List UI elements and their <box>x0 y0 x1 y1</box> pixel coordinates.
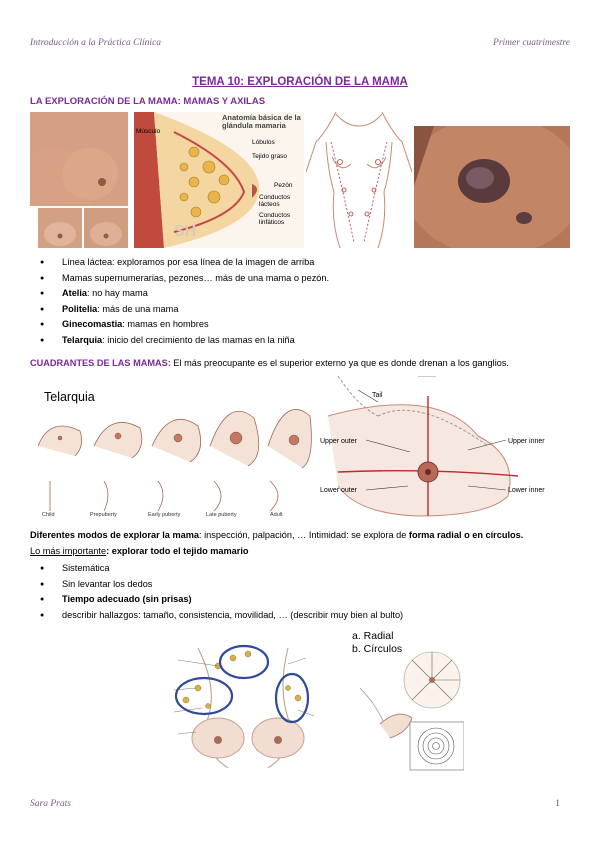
breast-photo-small-1 <box>38 208 82 248</box>
mammary-anatomy-diagram <box>134 112 304 248</box>
label-lower-inner: Lower inner <box>508 487 545 494</box>
quadrants-line: CUADRANTES DE LAS MAMAS: El más preocupante es el superior externo ya que es donde drenan a los ganglios. <box>30 358 509 368</box>
list-item: ● Tiempo adecuado (sin prisas) <box>40 592 403 608</box>
page-number: 1 <box>555 799 560 809</box>
list-item: ● Ginecomastia: mamas en hombres <box>40 317 329 333</box>
radial-circular-exam-figure <box>350 628 464 772</box>
exam-radial-label: a. Radial <box>352 630 394 642</box>
exam-circulos-label: b. Círculos <box>352 643 403 655</box>
list-item: ● Sin levantar los dedos <box>40 577 403 593</box>
list-item: ● Telarquia: inicio del crecimiento de las mamas en la niña <box>40 333 329 349</box>
footer-author: Sara Prats <box>30 799 71 809</box>
label-musculo: Músculo <box>136 128 161 135</box>
list-item: ● Sistemática <box>40 561 403 577</box>
svg-text:SH: SH <box>174 223 197 240</box>
cuadrantes-text: El más preocupante es el superior externo ya que es donde drenan a los ganglios. <box>170 358 509 368</box>
header-course: Introducción a la Práctica Clínica <box>30 38 162 48</box>
section-heading-mamas-axilas: LA EXPLORACIÓN DE LA MAMA: MAMAS Y AXILAS <box>30 96 266 107</box>
list-item: ● Politelia: más de una mama <box>40 302 329 318</box>
list-item: ● Línea láctea: exploramos por esa línea de la imagen de arriba <box>40 255 329 271</box>
lo-mas-importante-line: Lo más importante: explorar todo el tejido mamario <box>30 546 249 556</box>
page-title: TEMA 10: EXPLORACIÓN DE LA MAMA <box>192 76 408 88</box>
stage-label: Child <box>42 512 55 518</box>
bullets-exploracion <box>40 561 403 623</box>
label-upper-outer: Upper outer <box>320 438 357 445</box>
anatomy-title-1: Anatomía básica de la <box>222 113 301 122</box>
stage-label: Prepuberty <box>90 512 117 518</box>
milk-line-figure <box>306 112 412 248</box>
stage-label: Late puberty <box>206 512 237 518</box>
telarquia-stages-figure <box>30 376 315 520</box>
label-tail: Tail <box>372 392 383 399</box>
modos-explorar-line: Diferentes modos de explorar la mama: inspección, palpación, … Intimidad: se explora de forma radial o en círculos. <box>30 530 524 540</box>
list-item: ● describir hallazgos: tamaño, consistencia, movilidad, … (describir muy bien al bulto) <box>40 608 403 624</box>
stage-label: Early puberty <box>148 512 181 518</box>
label-conductos-2: Conductos <box>259 212 291 219</box>
label-conductos: Conductos <box>259 194 291 201</box>
label-tejido-graso: Tejido graso <box>252 153 288 160</box>
label-lobulos: Lóbulos <box>252 139 275 146</box>
label-linfaticos: linfáticos <box>259 219 285 226</box>
telarquia-label: Telarquia <box>44 390 95 404</box>
stage-label: Adult <box>270 512 283 518</box>
bullets-mamas-axilas <box>40 255 329 348</box>
breast-photo-small-2 <box>84 208 128 248</box>
anatomy-title-2: glándula mamaria <box>222 121 286 130</box>
list-item: ● Mamas supernumerarias, pezones… más de una mama o pezón. <box>40 271 329 287</box>
label-pezon: Pezón <box>274 182 293 189</box>
list-item: ● Atelia: no hay mama <box>40 286 329 302</box>
lymph-nodes-diagram <box>138 628 348 772</box>
breast-photo-side <box>30 112 128 206</box>
section-heading-cuadrantes: CUADRANTES DE LAS MAMAS <box>30 358 168 368</box>
label-upper-inner: Upper inner <box>508 438 545 445</box>
label-lacteos: lácteos <box>259 201 280 208</box>
breast-quadrants-figure <box>318 376 570 520</box>
header-term: Primer cuatrimestre <box>493 38 570 48</box>
label-lower-outer: Lower outer <box>320 487 357 494</box>
supernumerary-nipple-photo <box>414 126 570 248</box>
